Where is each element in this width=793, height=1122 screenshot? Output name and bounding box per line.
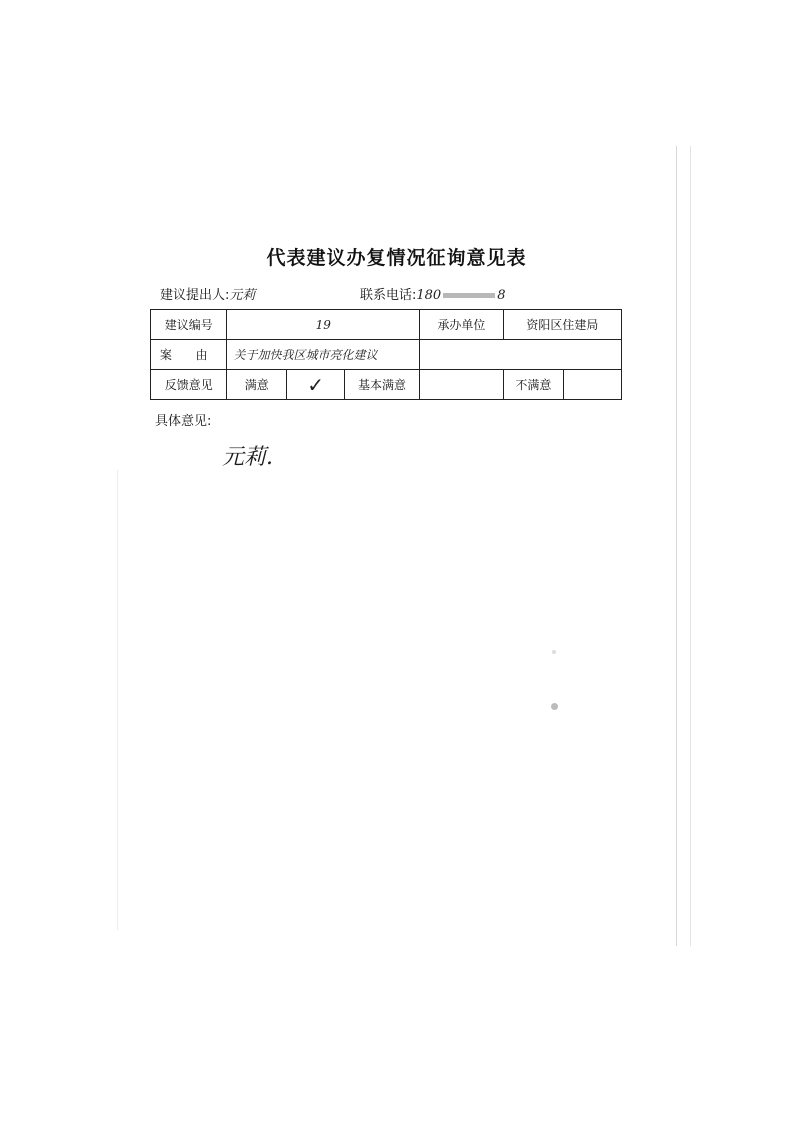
- handler-label-cell: 承办单位: [419, 310, 503, 340]
- table-row-feedback: [151, 370, 622, 400]
- document-title: [0, 243, 793, 270]
- unsatisfied-check-cell: [564, 370, 622, 400]
- handler-value-cell: 资阳区住建局: [503, 310, 621, 340]
- table-row-subject: [151, 340, 622, 370]
- basic-satisfied-label-cell: 基本满意: [345, 370, 420, 400]
- basic-satisfied-check-cell: [419, 370, 503, 400]
- proposer-row: [160, 284, 255, 303]
- phone-label: 联系电话:: [360, 288, 417, 303]
- opinion-signature: 元莉.: [222, 445, 273, 470]
- unsatisfied-label-cell: 不满意: [503, 370, 563, 400]
- scan-edge-line: [117, 470, 118, 930]
- phone-row: [360, 284, 506, 303]
- scan-speck: [551, 703, 558, 710]
- subject-label-cell: 案 由: [151, 340, 227, 370]
- opinion-label: 具体意见:: [155, 414, 212, 429]
- subject-value-cell: 关于加快我区城市亮化建议: [227, 340, 419, 370]
- table-row-number: [151, 310, 622, 340]
- phone-suffix: 8: [497, 288, 506, 303]
- feedback-label-cell: 反馈意见: [151, 370, 227, 400]
- phone-redaction: [443, 293, 495, 298]
- satisfied-label-cell: 满意: [227, 370, 287, 400]
- proposer-label: 建议提出人:: [160, 288, 230, 303]
- scan-speck: [552, 650, 556, 654]
- subject-empty-cell: [419, 340, 621, 370]
- satisfied-check-cell: ✓: [287, 370, 345, 400]
- title-text: 代表建议办复情况征询意见表: [266, 247, 527, 269]
- proposer-signature: 元莉: [229, 288, 256, 303]
- number-label-cell: 建议编号: [151, 310, 227, 340]
- proposal-form-table: [150, 309, 622, 400]
- number-value-cell: 19: [227, 310, 419, 340]
- phone-prefix: 180: [416, 288, 442, 303]
